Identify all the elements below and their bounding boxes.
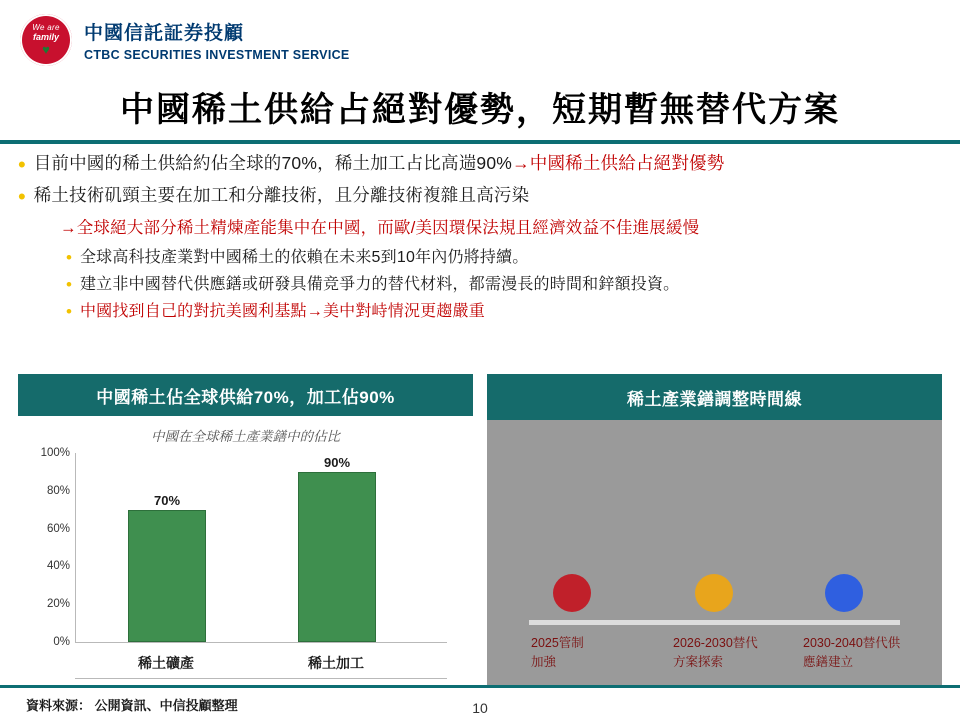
y-axis-tick-label: 100%	[40, 447, 70, 459]
brand-name	[84, 18, 350, 62]
timeline-node-label-line1: 2025管制	[531, 636, 584, 650]
company-logo-icon	[20, 14, 72, 66]
bullet-text: 稀土技術矶頸主要在加工和分離技術，且分離技術複雜且高污染	[33, 185, 530, 205]
page-number: 10	[472, 700, 488, 716]
title-divider	[0, 140, 960, 144]
bullet-dot-icon: •	[18, 184, 26, 209]
logo-heart-icon: ♥	[42, 42, 50, 57]
bar-chart-panel-title: 中國稀土佔全球供給70%，加工佔90%	[18, 374, 473, 416]
bullet-dot-icon: •	[66, 275, 72, 294]
timeline-dot-icon	[825, 574, 863, 612]
timeline-node-label	[803, 634, 913, 672]
chart-plot-area	[40, 447, 447, 648]
y-axis-tick-label: 60%	[46, 522, 70, 535]
page-title: 中國稀土供給占絕對優勢，短期暫無替代方案	[120, 91, 840, 129]
list-item	[66, 298, 948, 321]
timeline-node-label-line1: 2026-2030替代	[673, 636, 758, 650]
bullet-text-highlight: →中國稀土供給占絕對優勢	[512, 153, 725, 173]
bullet-list	[18, 150, 948, 325]
timeline-node-label-line2: 加強	[531, 654, 557, 669]
timeline-node-label	[531, 634, 641, 672]
timeline-node-3	[803, 574, 901, 669]
y-axis-tick-label: 0%	[53, 636, 70, 648]
y-axis-tick-label: 80%	[46, 484, 70, 497]
bullet-dot-icon: •	[18, 152, 26, 177]
timeline-node-label-line1: 2030-2040替代供	[803, 636, 901, 650]
x-axis-tick-label: 稀土加工	[308, 655, 364, 671]
logo-line-2: family	[32, 32, 59, 42]
timeline-node-1	[531, 574, 591, 669]
bar-chart-panel	[18, 374, 473, 686]
bullet-text: 中國找到自己的對抗美國利基點→美中對峙情況更趨嚴重	[79, 303, 485, 320]
bullet-dot-icon: •	[66, 248, 72, 267]
timeline-dot-icon	[553, 574, 591, 612]
x-axis-tick-label: 稀土礦產	[138, 655, 194, 671]
bullet-text: 全球高科技產業對中國稀土的依賴在未来5到10年內仍將持續。	[79, 249, 529, 266]
timeline-dot-icon	[695, 574, 733, 612]
footer-divider	[0, 685, 960, 688]
bar-series-2	[298, 454, 376, 642]
bullet-text-plain: 目前中國的稀土供給約佔全球的70%，稀土加工占比高遄90%	[33, 153, 513, 173]
y-axis-tick-label: 40%	[46, 560, 70, 573]
x-axis-label-row	[75, 649, 447, 679]
list-item	[66, 271, 948, 294]
timeline-node-label-line2: 方案探索	[673, 654, 724, 669]
source-note: 資料來源： 公開資訊、中信投顧整理	[26, 698, 238, 713]
timeline-node-2	[673, 574, 758, 669]
list-item	[18, 182, 948, 214]
brand-name-cn: 中國信託証券投顧	[84, 23, 245, 44]
bar-chart-area	[18, 416, 473, 686]
bullet-dot-icon: •	[66, 302, 72, 321]
brand-logo-block	[20, 14, 350, 66]
chart-title: 中國在全球稀土產業鐥中的佔比	[151, 429, 340, 444]
bullet-text: 建立非中國替代供應鐥或研發具備竞爭力的替代材料，都需漫長的時間和鋅額投資。	[79, 276, 680, 293]
bullet-text	[34, 150, 725, 175]
timeline-axis	[529, 620, 900, 625]
timeline-panel-title: 稀土產業鐥調整時間線	[487, 374, 942, 420]
sub-bullet-text-highlight: →全球絕大部分稀土精煉產能集中在中國，而歐/美因環保法規且經濟效益不佳進展緩慢	[60, 219, 700, 237]
timeline-node-label	[673, 634, 783, 672]
timeline-area	[487, 420, 942, 686]
bar-data-label: 90%	[323, 454, 351, 470]
list-item	[66, 244, 948, 267]
timeline-panel	[487, 374, 942, 686]
timeline-node-label-line2: 應鐥建立	[803, 654, 854, 669]
bar-series-1	[128, 492, 206, 642]
list-item	[18, 150, 948, 182]
timeline-card	[505, 438, 924, 668]
y-axis-tick-label: 20%	[46, 598, 70, 611]
bar-data-label: 70%	[153, 492, 181, 508]
brand-name-en: CTBC SECURITIES INVESTMENT SERVICE	[84, 48, 350, 62]
logo-line-1: We are	[32, 23, 60, 32]
